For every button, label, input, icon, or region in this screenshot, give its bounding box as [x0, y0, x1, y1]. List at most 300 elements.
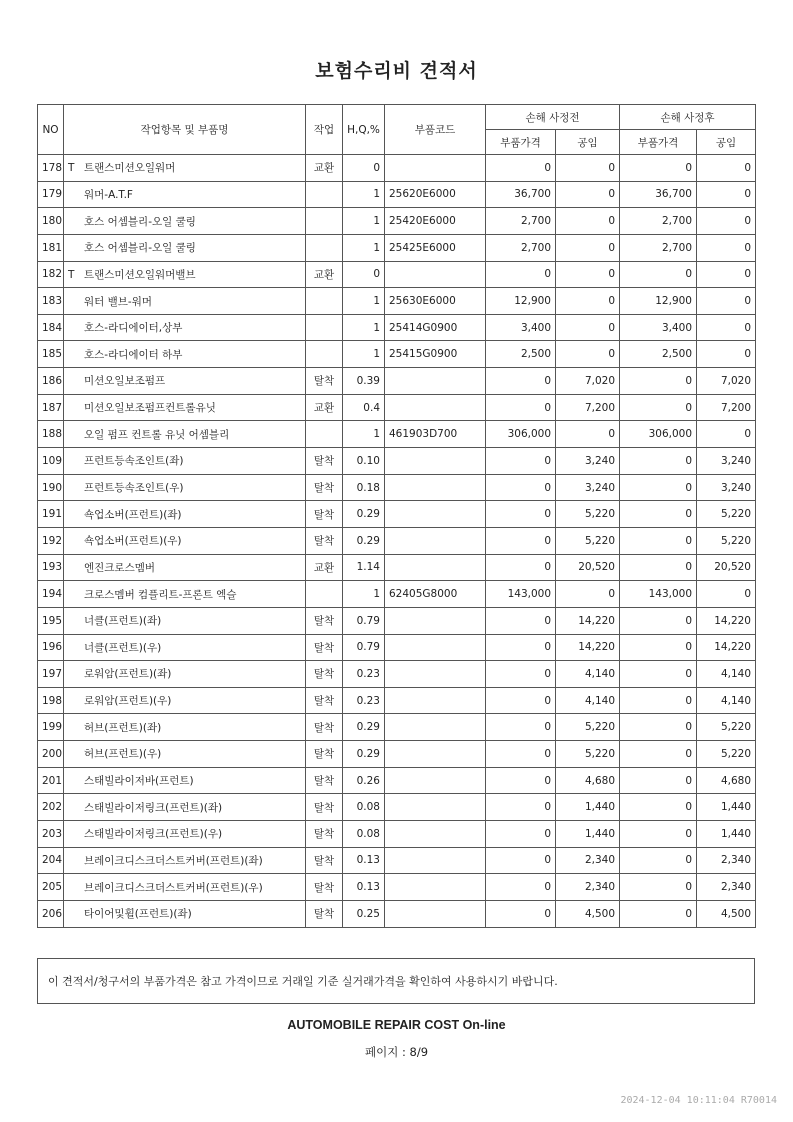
- cell-after-labor: 0: [697, 181, 756, 208]
- cell-before-parts: 0: [486, 527, 556, 554]
- cell-no: 196: [38, 634, 64, 661]
- cell-before-parts: 2,700: [486, 208, 556, 235]
- item-name: 워터 밸브-워머: [84, 295, 152, 308]
- cell-work: 교환: [306, 554, 343, 581]
- header-item: 작업항목 및 부품명: [64, 105, 306, 155]
- cell-no: 202: [38, 794, 64, 821]
- item-name: 호스-라디에이터 하부: [84, 348, 183, 361]
- cell-code: [385, 394, 486, 421]
- cell-work: 탈착: [306, 767, 343, 794]
- item-name: 브레이크디스크더스트커버(프런트)(좌): [84, 854, 263, 867]
- table-body: [38, 155, 756, 928]
- table-row: [38, 741, 756, 768]
- cell-before-parts: 0: [486, 741, 556, 768]
- cell-work: 탈착: [306, 448, 343, 475]
- cell-before-parts: 0: [486, 661, 556, 688]
- cell-no: 191: [38, 501, 64, 528]
- cell-item: [64, 341, 306, 368]
- cell-no: 178: [38, 155, 64, 182]
- table-row: [38, 234, 756, 261]
- item-name: 너클(프런트)(우): [84, 641, 162, 654]
- item-name: 스태빌라이저링크(프런트)(우): [84, 828, 223, 841]
- cell-after-parts: 0: [620, 634, 697, 661]
- header-after-labor: 공임: [697, 130, 756, 155]
- cell-after-labor: 0: [697, 581, 756, 608]
- cell-work: [306, 581, 343, 608]
- item-name: 타이어및휠(프런트)(좌): [84, 908, 192, 921]
- cell-after-parts: 2,500: [620, 341, 697, 368]
- header-code: 부품코드: [385, 105, 486, 155]
- table-row: [38, 874, 756, 901]
- cell-hq: 1: [343, 421, 385, 448]
- cell-item: [64, 634, 306, 661]
- cell-hq: 0.23: [343, 661, 385, 688]
- table-row: [38, 368, 756, 395]
- cell-after-parts: 0: [620, 661, 697, 688]
- cell-hq: 0.10: [343, 448, 385, 475]
- cell-no: 180: [38, 208, 64, 235]
- item-name: 브레이크디스크더스트커버(프런트)(우): [84, 881, 263, 894]
- cell-code: [385, 448, 486, 475]
- cell-item: [64, 767, 306, 794]
- cell-hq: 0.29: [343, 714, 385, 741]
- cell-before-parts: 0: [486, 874, 556, 901]
- table-row: [38, 900, 756, 927]
- cell-before-parts: 0: [486, 634, 556, 661]
- cell-work: 탈착: [306, 634, 343, 661]
- cell-after-labor: 0: [697, 155, 756, 182]
- cell-after-labor: 2,340: [697, 847, 756, 874]
- cell-work: 탈착: [306, 687, 343, 714]
- cell-after-parts: 0: [620, 714, 697, 741]
- cell-item: [64, 208, 306, 235]
- cell-item: [64, 501, 306, 528]
- cell-no: 109: [38, 448, 64, 475]
- cell-hq: 0: [343, 261, 385, 288]
- cell-before-parts: 0: [486, 448, 556, 475]
- item-name: 쇽업소버(프런트)(좌): [84, 508, 182, 521]
- cell-after-parts: 0: [620, 527, 697, 554]
- cell-after-labor: 5,220: [697, 741, 756, 768]
- table-row: [38, 181, 756, 208]
- cell-before-labor: 3,240: [556, 448, 620, 475]
- cell-hq: 1: [343, 341, 385, 368]
- cell-item: [64, 421, 306, 448]
- cell-before-parts: 0: [486, 821, 556, 848]
- cell-before-labor: 0: [556, 234, 620, 261]
- item-name: 워머-A.T.F: [84, 188, 133, 201]
- cell-code: [385, 554, 486, 581]
- document-title: 보험수리비 견적서: [315, 60, 478, 82]
- table-row: [38, 261, 756, 288]
- cell-after-labor: 3,240: [697, 474, 756, 501]
- table-row: [38, 714, 756, 741]
- cell-before-parts: 0: [486, 474, 556, 501]
- cell-work: [306, 288, 343, 315]
- cell-work: 탈착: [306, 607, 343, 634]
- cell-no: 190: [38, 474, 64, 501]
- cell-after-parts: 0: [620, 741, 697, 768]
- cell-code: [385, 900, 486, 927]
- cell-code: [385, 847, 486, 874]
- item-name: 너클(프런트)(좌): [84, 615, 162, 628]
- cell-after-labor: 4,140: [697, 661, 756, 688]
- cell-code: [385, 261, 486, 288]
- cell-before-parts: 0: [486, 155, 556, 182]
- notice-box: 이 견적서/청구서의 부품가격은 참고 가격이므로 거래일 기준 실거래가격을 확인하여 사용하시기 바랍니다.: [37, 958, 755, 1004]
- cell-work: 탈착: [306, 501, 343, 528]
- cell-work: 탈착: [306, 874, 343, 901]
- cell-item: [64, 581, 306, 608]
- cell-code: [385, 687, 486, 714]
- cell-after-parts: 0: [620, 554, 697, 581]
- cell-after-labor: 7,200: [697, 394, 756, 421]
- cell-before-parts: 0: [486, 794, 556, 821]
- cell-before-labor: 4,140: [556, 687, 620, 714]
- header-before-parts: 부품가격: [486, 130, 556, 155]
- table-row: [38, 501, 756, 528]
- cell-before-labor: 0: [556, 181, 620, 208]
- cell-after-labor: 3,240: [697, 448, 756, 475]
- table-row: [38, 155, 756, 182]
- item-name: 호스 어셈블리-오일 쿨링: [84, 242, 196, 255]
- cell-before-labor: 1,440: [556, 794, 620, 821]
- cell-code: 25420E6000: [385, 208, 486, 235]
- estimate-table: [37, 104, 756, 928]
- table-row: [38, 767, 756, 794]
- cell-after-parts: 0: [620, 847, 697, 874]
- cell-before-parts: 0: [486, 767, 556, 794]
- cell-before-labor: 3,240: [556, 474, 620, 501]
- cell-no: 186: [38, 368, 64, 395]
- cell-after-parts: 0: [620, 900, 697, 927]
- cell-before-parts: 0: [486, 687, 556, 714]
- print-timestamp: 2024-12-04 10:11:04 R70014: [620, 1095, 777, 1106]
- header-after: 손해 사정후: [620, 105, 756, 130]
- page-number: 페이지 : 8/9: [364, 1045, 429, 1059]
- cell-before-labor: 2,340: [556, 874, 620, 901]
- cell-before-labor: 5,220: [556, 527, 620, 554]
- table-row: [38, 554, 756, 581]
- cell-before-labor: 0: [556, 155, 620, 182]
- item-name: 크로스멤버 컴플리트-프론트 엑슬: [84, 588, 237, 601]
- cell-code: 25425E6000: [385, 234, 486, 261]
- item-name: 트랜스미션오일워머: [84, 162, 176, 175]
- cell-item: [64, 261, 306, 288]
- table-row: [38, 634, 756, 661]
- cell-after-labor: 20,520: [697, 554, 756, 581]
- table-row: [38, 208, 756, 235]
- table-row: [38, 341, 756, 368]
- cell-before-labor: 4,680: [556, 767, 620, 794]
- cell-before-parts: 0: [486, 607, 556, 634]
- cell-no: 197: [38, 661, 64, 688]
- cell-before-parts: 0: [486, 261, 556, 288]
- header-hq: H,Q,%: [343, 105, 385, 155]
- cell-code: [385, 821, 486, 848]
- cell-code: 25620E6000: [385, 181, 486, 208]
- cell-hq: 0.26: [343, 767, 385, 794]
- cell-item: [64, 607, 306, 634]
- item-name: 오일 펌프 컨트롤 유닛 어셈블리: [84, 428, 230, 441]
- cell-hq: 0.18: [343, 474, 385, 501]
- cell-after-parts: 2,700: [620, 234, 697, 261]
- cell-hq: 1: [343, 234, 385, 261]
- cell-after-labor: 0: [697, 421, 756, 448]
- cell-no: 204: [38, 847, 64, 874]
- cell-after-parts: 12,900: [620, 288, 697, 315]
- cell-code: 62405G8000: [385, 581, 486, 608]
- cell-after-labor: 5,220: [697, 714, 756, 741]
- cell-before-labor: 2,340: [556, 847, 620, 874]
- item-name: 스태빌라이저링크(프런트)(좌): [84, 801, 223, 814]
- cell-code: [385, 634, 486, 661]
- cell-hq: 0.13: [343, 874, 385, 901]
- cell-before-labor: 5,220: [556, 714, 620, 741]
- table-row: [38, 288, 756, 315]
- cell-after-labor: 7,020: [697, 368, 756, 395]
- item-name: 허브(프런트)(우): [84, 748, 162, 761]
- table-row: [38, 448, 756, 475]
- cell-hq: 0: [343, 155, 385, 182]
- cell-before-labor: 0: [556, 341, 620, 368]
- cell-hq: 1: [343, 288, 385, 315]
- cell-no: 200: [38, 741, 64, 768]
- item-name: 로워암(프런트)(좌): [84, 668, 172, 681]
- cell-item: [64, 661, 306, 688]
- cell-before-parts: 3,400: [486, 314, 556, 341]
- cell-before-parts: 0: [486, 900, 556, 927]
- cell-after-parts: 143,000: [620, 581, 697, 608]
- table-row: [38, 527, 756, 554]
- cell-hq: 0.4: [343, 394, 385, 421]
- cell-before-parts: 0: [486, 847, 556, 874]
- cell-after-parts: 0: [620, 501, 697, 528]
- cell-hq: 1: [343, 208, 385, 235]
- cell-after-labor: 4,680: [697, 767, 756, 794]
- cell-after-parts: 306,000: [620, 421, 697, 448]
- cell-before-labor: 0: [556, 421, 620, 448]
- cell-after-labor: 1,440: [697, 821, 756, 848]
- cell-item: [64, 874, 306, 901]
- cell-hq: 0.39: [343, 368, 385, 395]
- item-name: 로워암(프런트)(우): [84, 695, 172, 708]
- cell-no: 199: [38, 714, 64, 741]
- cell-before-labor: 5,220: [556, 501, 620, 528]
- cell-after-parts: 0: [620, 794, 697, 821]
- cell-work: 탈착: [306, 661, 343, 688]
- cell-before-labor: 14,220: [556, 634, 620, 661]
- cell-before-parts: 0: [486, 554, 556, 581]
- cell-item: [64, 474, 306, 501]
- cell-work: 탈착: [306, 474, 343, 501]
- cell-after-parts: 0: [620, 448, 697, 475]
- cell-before-labor: 7,200: [556, 394, 620, 421]
- cell-after-parts: 0: [620, 607, 697, 634]
- cell-after-labor: 14,220: [697, 634, 756, 661]
- item-name: 쇽업소버(프런트)(우): [84, 535, 182, 548]
- cell-code: 25630E6000: [385, 288, 486, 315]
- cell-before-labor: 0: [556, 581, 620, 608]
- cell-item: [64, 554, 306, 581]
- table-row: [38, 794, 756, 821]
- cell-no: 182: [38, 261, 64, 288]
- item-name: 엔진크로스멤버: [84, 561, 156, 574]
- cell-work: [306, 234, 343, 261]
- cell-item: [64, 368, 306, 395]
- cell-after-labor: 0: [697, 288, 756, 315]
- cell-code: [385, 501, 486, 528]
- cell-before-labor: 1,440: [556, 821, 620, 848]
- cell-before-labor: 0: [556, 261, 620, 288]
- cell-work: 탈착: [306, 847, 343, 874]
- cell-no: 195: [38, 607, 64, 634]
- cell-after-parts: 0: [620, 261, 697, 288]
- cell-code: [385, 661, 486, 688]
- cell-after-parts: 0: [620, 767, 697, 794]
- cell-before-parts: 2,700: [486, 234, 556, 261]
- cell-item: [64, 155, 306, 182]
- cell-hq: 0.08: [343, 794, 385, 821]
- cell-before-labor: 5,220: [556, 741, 620, 768]
- cell-no: 198: [38, 687, 64, 714]
- cell-after-labor: 14,220: [697, 607, 756, 634]
- cell-work: 교환: [306, 261, 343, 288]
- cell-no: 194: [38, 581, 64, 608]
- header-no: NO: [38, 105, 64, 155]
- item-name: 허브(프런트)(좌): [84, 721, 162, 734]
- cell-work: 탈착: [306, 527, 343, 554]
- cell-work: 탈착: [306, 821, 343, 848]
- item-name: 프런트등속조인트(좌): [84, 455, 184, 468]
- cell-code: [385, 527, 486, 554]
- cell-no: 201: [38, 767, 64, 794]
- cell-no: 184: [38, 314, 64, 341]
- cell-hq: 0.13: [343, 847, 385, 874]
- table-row: [38, 581, 756, 608]
- cell-before-parts: 2,500: [486, 341, 556, 368]
- cell-before-parts: 306,000: [486, 421, 556, 448]
- cell-after-parts: 2,700: [620, 208, 697, 235]
- cell-no: 183: [38, 288, 64, 315]
- cell-item: [64, 900, 306, 927]
- cell-after-parts: 36,700: [620, 181, 697, 208]
- table-row: [38, 421, 756, 448]
- cell-after-parts: 0: [620, 474, 697, 501]
- table-row: [38, 687, 756, 714]
- cell-code: [385, 741, 486, 768]
- header-work: 작업: [306, 105, 343, 155]
- cell-before-parts: 12,900: [486, 288, 556, 315]
- cell-code: [385, 474, 486, 501]
- cell-code: [385, 794, 486, 821]
- cell-work: [306, 421, 343, 448]
- footer-title: AUTOMOBILE REPAIR COST On-line: [287, 1018, 506, 1032]
- cell-before-parts: 0: [486, 501, 556, 528]
- cell-hq: 1: [343, 314, 385, 341]
- cell-no: 205: [38, 874, 64, 901]
- type-mark: T: [68, 268, 75, 281]
- cell-item: [64, 314, 306, 341]
- cell-after-labor: 5,220: [697, 501, 756, 528]
- cell-no: 181: [38, 234, 64, 261]
- cell-after-parts: 0: [620, 368, 697, 395]
- cell-hq: 0.79: [343, 607, 385, 634]
- cell-hq: 0.79: [343, 634, 385, 661]
- table-row: [38, 474, 756, 501]
- cell-before-labor: 0: [556, 288, 620, 315]
- cell-work: [306, 341, 343, 368]
- cell-item: [64, 821, 306, 848]
- cell-after-labor: 4,140: [697, 687, 756, 714]
- cell-item: [64, 687, 306, 714]
- cell-hq: 0.25: [343, 900, 385, 927]
- cell-before-labor: 0: [556, 314, 620, 341]
- table-row: [38, 661, 756, 688]
- cell-no: 187: [38, 394, 64, 421]
- cell-work: [306, 208, 343, 235]
- cell-after-parts: 0: [620, 155, 697, 182]
- cell-item: [64, 234, 306, 261]
- cell-item: [64, 288, 306, 315]
- item-name: 트랜스미션오일워머밸브: [84, 268, 196, 281]
- cell-after-parts: 0: [620, 394, 697, 421]
- table-header: [38, 105, 756, 155]
- header-after-parts: 부품가격: [620, 130, 697, 155]
- item-name: 호스-라디에이터,상부: [84, 322, 183, 335]
- header-before: 손해 사정전: [486, 105, 620, 130]
- cell-no: 185: [38, 341, 64, 368]
- cell-no: 206: [38, 900, 64, 927]
- cell-after-labor: 0: [697, 208, 756, 235]
- cell-before-parts: 0: [486, 714, 556, 741]
- cell-item: [64, 181, 306, 208]
- cell-code: [385, 767, 486, 794]
- item-name: 미션오일보조펌프컨트롤유닛: [84, 402, 216, 415]
- cell-item: [64, 448, 306, 475]
- cell-after-labor: 1,440: [697, 794, 756, 821]
- cell-after-labor: 0: [697, 341, 756, 368]
- table-row: [38, 607, 756, 634]
- cell-item: [64, 714, 306, 741]
- cell-before-labor: 20,520: [556, 554, 620, 581]
- cell-work: 탈착: [306, 900, 343, 927]
- cell-after-labor: 0: [697, 314, 756, 341]
- header-before-labor: 공임: [556, 130, 620, 155]
- cell-before-labor: 4,500: [556, 900, 620, 927]
- cell-before-labor: 14,220: [556, 607, 620, 634]
- cell-no: 179: [38, 181, 64, 208]
- cell-code: [385, 155, 486, 182]
- cell-work: 탈착: [306, 741, 343, 768]
- cell-item: [64, 527, 306, 554]
- table-row: [38, 314, 756, 341]
- cell-work: 탈착: [306, 714, 343, 741]
- table-row: [38, 394, 756, 421]
- cell-hq: 0.29: [343, 741, 385, 768]
- cell-item: [64, 847, 306, 874]
- cell-after-parts: 0: [620, 687, 697, 714]
- type-mark: T: [68, 162, 75, 175]
- cell-before-parts: 0: [486, 394, 556, 421]
- cell-after-parts: 0: [620, 874, 697, 901]
- cell-work: 탈착: [306, 368, 343, 395]
- cell-work: 교환: [306, 155, 343, 182]
- cell-hq: 0.29: [343, 527, 385, 554]
- cell-no: 188: [38, 421, 64, 448]
- cell-after-labor: 4,500: [697, 900, 756, 927]
- cell-code: [385, 607, 486, 634]
